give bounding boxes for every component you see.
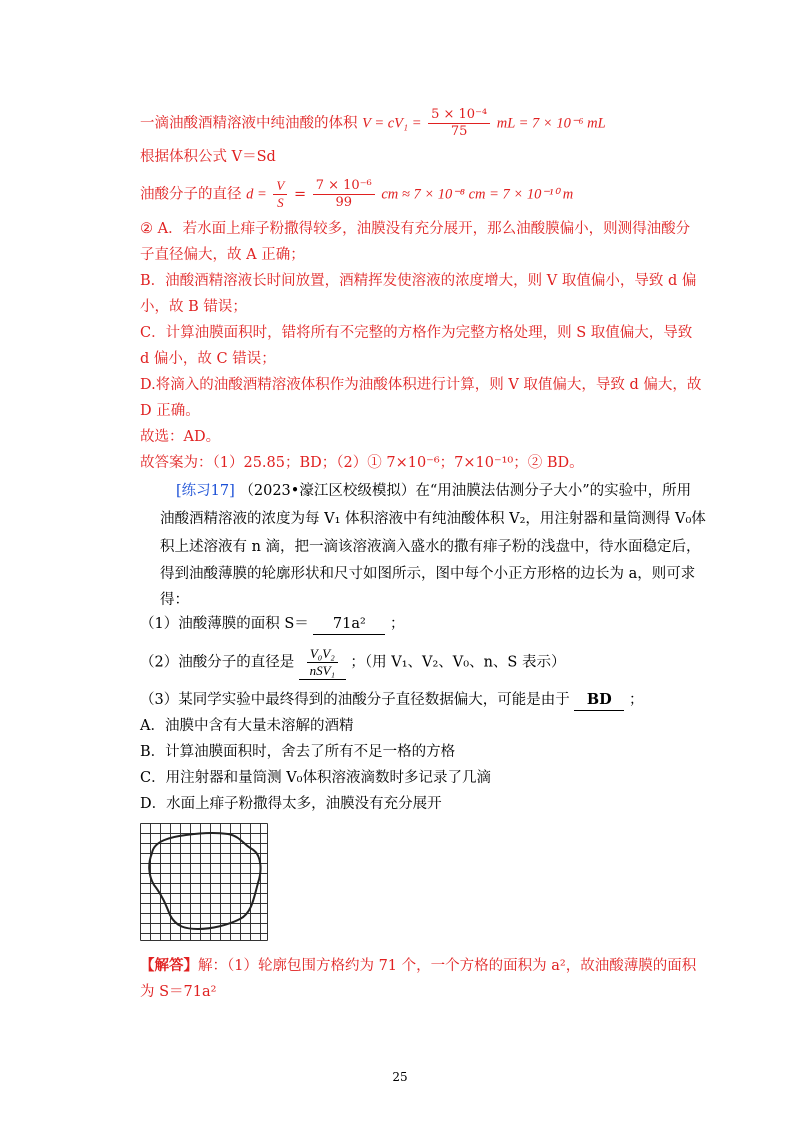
exercise-line3: 积上述溶液有 n 滴，把一滴该溶液滴入盛水的撒有痱子粉的浅盘中，待水面稳定后，: [160, 539, 701, 555]
option-a: A．油膜中含有大量未溶解的酒精: [140, 718, 354, 734]
analysis-c-line1: C．计算油膜面积时，错将所有不完整的方格作为完整方格处理，则 S 取值偏大，导致: [140, 325, 693, 341]
q2-denominator: nSV₁: [309, 663, 336, 678]
analysis-b-line1: B．油酸酒精溶液长时间放置，酒精挥发使溶液的浓度增大，则 V 取值偏小，导致 d 偏: [140, 273, 697, 289]
volume-text: 一滴油酸酒精溶液中纯油酸的体积: [140, 115, 358, 132]
answer-line: 故答案为：（1）25.85；BD；（2）① 7×10⁻⁶；7×10⁻¹⁰；② BD。: [140, 455, 584, 471]
exercise-line2: 油酸酒精溶液的浓度为每 V₁ 体积溶液中有纯油酸体积 V₂，用注射器和量筒测得 V₀体: [160, 511, 706, 527]
diameter-num-2: 7 × 10⁻⁶: [313, 178, 375, 195]
analysis-b-line2: 小，故 B 错误；: [140, 299, 247, 315]
question-3: [140, 690, 643, 711]
q2-answer-fraction: [307, 646, 338, 679]
analysis-c-line2: d 偏小，故 C 错误；: [140, 351, 276, 367]
grid-svg: [140, 823, 268, 941]
question-1: [140, 614, 405, 635]
volume-lhs: V = cV₁ =: [362, 115, 422, 132]
volume-fraction: [428, 107, 490, 140]
q2-numerator: V₀V₂: [307, 646, 338, 663]
diameter-rhs: cm ≈ 7 × 10⁻⁸ cm = 7 × 10⁻¹⁰ m: [381, 186, 574, 203]
volume-numerator: 5 × 10⁻⁴: [428, 107, 490, 124]
q2-answer-blank: [299, 646, 346, 680]
diameter-text: 油酸分子的直径: [140, 186, 242, 203]
q1-answer: 71a²: [313, 614, 385, 635]
question-2: [140, 646, 565, 680]
exercise-tag: [练习17]: [176, 483, 235, 499]
jieda-tag: 【解答】: [140, 957, 198, 974]
diameter-num-1: V: [273, 178, 287, 195]
option-b: B．计算油膜面积时，舍去了所有不足一格的方格: [140, 744, 456, 760]
volume-rhs: mL = 7 × 10⁻⁶ mL: [496, 115, 606, 132]
option-d: D．水面上痱子粉撒得太多，油膜没有充分展开: [140, 796, 442, 812]
diameter-den-2: 99: [335, 195, 353, 210]
volume-denominator: 75: [450, 124, 468, 139]
exercise-intro: （2023•濠江区校级模拟）在“用油膜法估测分子大小”的实验中，所用: [239, 483, 692, 499]
oil-film-outline: [149, 833, 260, 929]
q1-text: （1）油酸薄膜的面积 S＝: [140, 616, 309, 632]
choice-line: 故选：AD。: [140, 429, 221, 445]
diameter-line: [140, 178, 573, 211]
q1-end: ；: [390, 616, 405, 632]
page-number: 25: [392, 1070, 408, 1084]
diameter-fraction-1: [273, 178, 287, 211]
q3-text: （3）某同学实验中最终得到的油酸分子直径数据偏大，可能是由于: [140, 692, 570, 708]
oil-film-grid-figure: [140, 823, 268, 941]
diameter-lhs: d =: [246, 186, 267, 203]
exercise-line4: 得到油酸薄膜的轮廓形状和尺寸如图所示，图中每个小正方形格的边长为 a，则可求: [160, 566, 696, 582]
jieda-line2: 为 S＝71a²: [140, 984, 217, 1000]
jieda-text1: 解：（1）轮廓包围方格约为 71 个，一个方格的面积为 a²，故油酸薄膜的面积: [198, 958, 697, 974]
analysis-d-line1: D.将滴入的油酸酒精溶液体积作为油酸体积进行计算，则 V 取值偏大，导致 d 偏大，故: [140, 377, 702, 393]
formula-line: 根据体积公式 V＝Sd: [140, 149, 276, 165]
diameter-fraction-2: [313, 178, 375, 211]
diameter-equals: =: [293, 186, 307, 203]
grid-lines: [141, 824, 268, 941]
q3-answer: BD: [574, 690, 624, 711]
q2-text: （2）油酸分子的直径是: [140, 654, 295, 671]
exercise-line5: 得：: [160, 592, 189, 608]
analysis-a-line2: 子直径偏大，故 A 正确；: [140, 247, 305, 263]
option-c: C．用注射器和量筒测 V₀体积溶液滴数时多记录了几滴: [140, 770, 491, 786]
analysis-a-line1: ② A．若水面上痱子粉撒得较多，油膜没有充分展开，那么油酸膜偏小，则测得油酸分: [140, 221, 691, 237]
jieda-line1: [140, 956, 696, 976]
diameter-den-1: S: [277, 195, 284, 210]
volume-line: [140, 107, 606, 140]
analysis-d-line2: D 正确。: [140, 403, 200, 419]
q2-hint: ；（用 V₁、V₂、V₀、n、S 表示）: [350, 654, 566, 671]
q3-end: ；: [628, 692, 644, 708]
exercise-line1: [176, 481, 691, 501]
